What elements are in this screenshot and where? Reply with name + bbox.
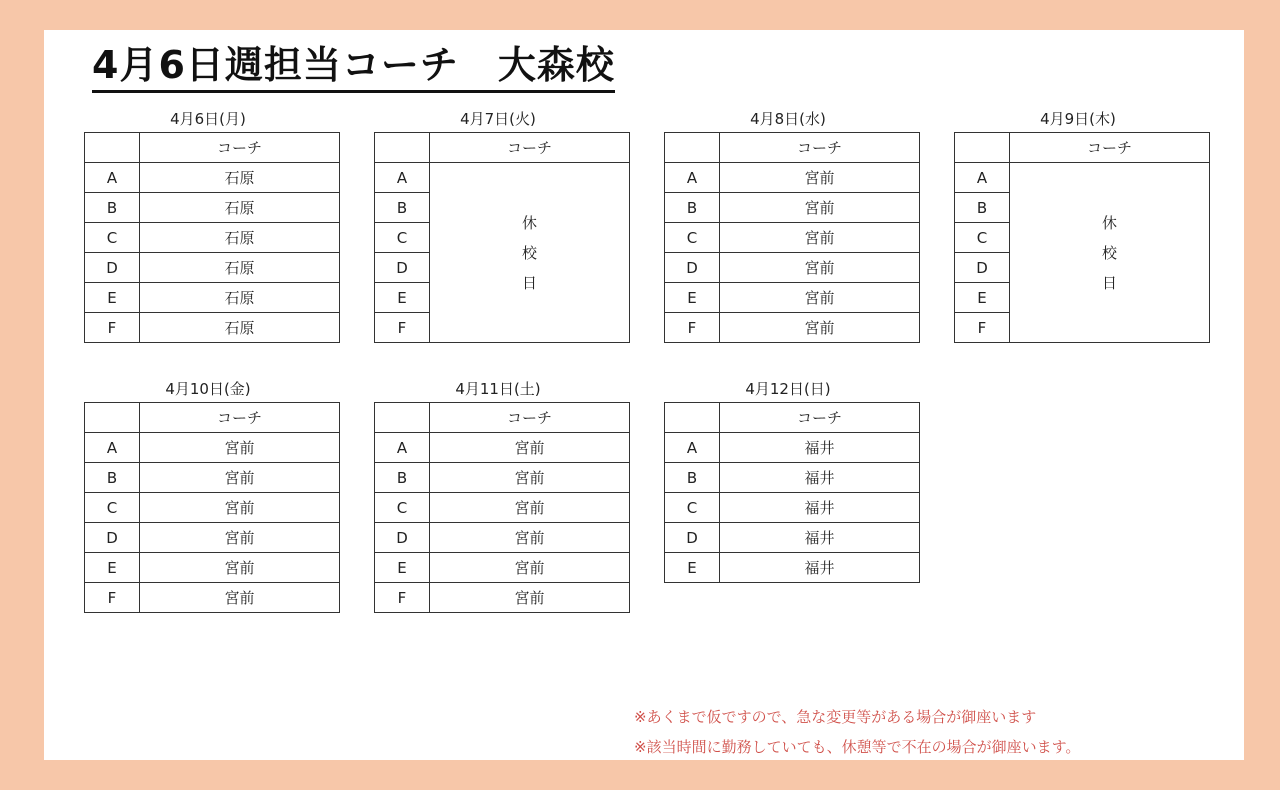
coach-name: 宮前 [720, 253, 920, 283]
note-line: ※該当時間に勤務していても、休憩等で不在の場合が御座います。 [634, 738, 1081, 756]
coach-name: 宮前 [430, 583, 630, 613]
slot-label: C [665, 493, 720, 523]
table-row [375, 433, 630, 463]
closed-day-text: 校 [521, 243, 537, 262]
table-row [375, 553, 630, 583]
slot-label: A [665, 163, 720, 193]
coach-column-header: コーチ [430, 403, 630, 433]
coach-table [84, 402, 340, 613]
coach-name: 福井 [720, 493, 920, 523]
slot-label: C [665, 223, 720, 253]
coach-name: 石原 [140, 223, 340, 253]
coach-column-header: コーチ [720, 403, 920, 433]
coach-name: 宮前 [140, 583, 340, 613]
coach-table [374, 132, 630, 343]
coach-name: 宮前 [720, 283, 920, 313]
table-header-row [665, 133, 920, 163]
slot-label: A [955, 163, 1010, 193]
table-row [375, 163, 630, 193]
coach-name: 石原 [140, 193, 340, 223]
slot-label: F [955, 313, 1010, 343]
slot-label: A [375, 433, 430, 463]
slot-label: D [665, 523, 720, 553]
coach-name: 宮前 [720, 223, 920, 253]
slot-label: A [85, 433, 140, 463]
coach-column-header: コーチ [430, 133, 630, 163]
slot-label: C [85, 493, 140, 523]
slot-label: D [85, 253, 140, 283]
table-row [665, 553, 920, 583]
slot-label: F [375, 313, 430, 343]
header-corner-cell [85, 403, 140, 433]
table-row [665, 313, 920, 343]
slot-label: E [955, 283, 1010, 313]
table-header-row [375, 403, 630, 433]
closed-day-text: 休 [521, 213, 537, 232]
slot-label: B [955, 193, 1010, 223]
table-row [85, 223, 340, 253]
coach-name: 宮前 [140, 463, 340, 493]
slot-label: E [665, 283, 720, 313]
slot-label: D [665, 253, 720, 283]
day-label: 4月8日(水) [750, 110, 826, 128]
coach-name: 福井 [720, 463, 920, 493]
header-corner-cell [375, 133, 430, 163]
day-block [84, 106, 340, 343]
coach-name: 福井 [720, 523, 920, 553]
day-block [84, 376, 340, 613]
coach-name: 宮前 [140, 553, 340, 583]
table-row [375, 493, 630, 523]
table-row [665, 433, 920, 463]
day-label: 4月6日(月) [170, 110, 246, 128]
table-row [375, 463, 630, 493]
table-row [665, 193, 920, 223]
table-row [85, 163, 340, 193]
coach-table [664, 132, 920, 343]
table-header-row [85, 403, 340, 433]
table-header-row [665, 403, 920, 433]
coach-name: 宮前 [140, 523, 340, 553]
table-row [85, 313, 340, 343]
day-block [664, 106, 920, 343]
coach-name: 石原 [140, 313, 340, 343]
slot-label: D [85, 523, 140, 553]
slot-label: F [375, 583, 430, 613]
coach-name: 宮前 [430, 433, 630, 463]
table-row [85, 523, 340, 553]
header-corner-cell [85, 133, 140, 163]
slot-label: B [375, 193, 430, 223]
slot-label: A [85, 163, 140, 193]
schedule-sheet [44, 30, 1244, 760]
notes [634, 702, 1080, 762]
note-line: ※あくまで仮ですので、急な変更等がある場合が御座います [634, 708, 1037, 726]
coach-name: 宮前 [720, 163, 920, 193]
coach-column-header: コーチ [140, 403, 340, 433]
slot-label: B [85, 193, 140, 223]
coach-name: 宮前 [720, 313, 920, 343]
slot-label: E [85, 553, 140, 583]
slot-label: E [375, 283, 430, 313]
table-row [85, 463, 340, 493]
header-corner-cell [375, 403, 430, 433]
slot-label: E [665, 553, 720, 583]
table-row [85, 253, 340, 283]
page-title: 4月6日週担当コーチ 大森校 [92, 40, 615, 93]
day-label: 4月9日(木) [1040, 110, 1116, 128]
table-row [85, 583, 340, 613]
coach-name: 宮前 [430, 523, 630, 553]
coach-table [84, 132, 340, 343]
table-row [665, 163, 920, 193]
header-corner-cell [955, 133, 1010, 163]
slot-label: D [375, 253, 430, 283]
table-header-row [375, 133, 630, 163]
slot-label: E [85, 283, 140, 313]
table-row [665, 493, 920, 523]
slot-label: D [375, 523, 430, 553]
table-header-row [955, 133, 1210, 163]
closed-day-text: 日 [1101, 273, 1117, 292]
table-row [85, 193, 340, 223]
closed-day-cell [430, 163, 630, 343]
coach-table [374, 402, 630, 613]
table-row [665, 223, 920, 253]
day-label: 4月12日(日) [745, 380, 831, 398]
table-row [375, 583, 630, 613]
coach-name: 宮前 [140, 493, 340, 523]
slot-label: B [665, 463, 720, 493]
coach-name: 石原 [140, 283, 340, 313]
slot-label: B [85, 463, 140, 493]
day-block [664, 376, 920, 583]
closed-day-text: 日 [521, 273, 537, 292]
coach-column-header: コーチ [720, 133, 920, 163]
table-row [375, 523, 630, 553]
day-block [954, 106, 1210, 343]
coach-name: 宮前 [430, 493, 630, 523]
table-row [665, 463, 920, 493]
header-corner-cell [665, 133, 720, 163]
header-corner-cell [665, 403, 720, 433]
coach-name: 福井 [720, 433, 920, 463]
coach-name: 福井 [720, 553, 920, 583]
table-row [665, 253, 920, 283]
slot-label: A [375, 163, 430, 193]
coach-table [954, 132, 1210, 343]
slot-label: D [955, 253, 1010, 283]
slot-label: C [375, 493, 430, 523]
coach-column-header: コーチ [1010, 133, 1210, 163]
table-row [85, 283, 340, 313]
table-row [85, 493, 340, 523]
coach-name: 宮前 [430, 553, 630, 583]
table-row [665, 283, 920, 313]
coach-name: 石原 [140, 253, 340, 283]
slot-label: E [375, 553, 430, 583]
coach-name: 宮前 [720, 193, 920, 223]
table-row [85, 433, 340, 463]
closed-day-cell [1010, 163, 1210, 343]
closed-day-text: 休 [1101, 213, 1117, 232]
slot-label: B [375, 463, 430, 493]
coach-name: 石原 [140, 163, 340, 193]
table-row [665, 523, 920, 553]
slot-label: F [85, 583, 140, 613]
day-label: 4月11日(土) [455, 380, 541, 398]
day-label: 4月7日(火) [460, 110, 536, 128]
coach-name: 宮前 [430, 463, 630, 493]
slot-label: B [665, 193, 720, 223]
slot-label: C [375, 223, 430, 253]
day-block [374, 106, 630, 343]
day-label: 4月10日(金) [165, 380, 251, 398]
coach-name: 宮前 [140, 433, 340, 463]
closed-day-text: 校 [1101, 243, 1117, 262]
coach-table [664, 402, 920, 583]
coach-column-header: コーチ [140, 133, 340, 163]
day-block [374, 376, 630, 613]
table-header-row [85, 133, 340, 163]
slot-label: A [665, 433, 720, 463]
table-row [85, 553, 340, 583]
slot-label: C [955, 223, 1010, 253]
slot-label: F [665, 313, 720, 343]
slot-label: C [85, 223, 140, 253]
table-row [955, 163, 1210, 193]
slot-label: F [85, 313, 140, 343]
